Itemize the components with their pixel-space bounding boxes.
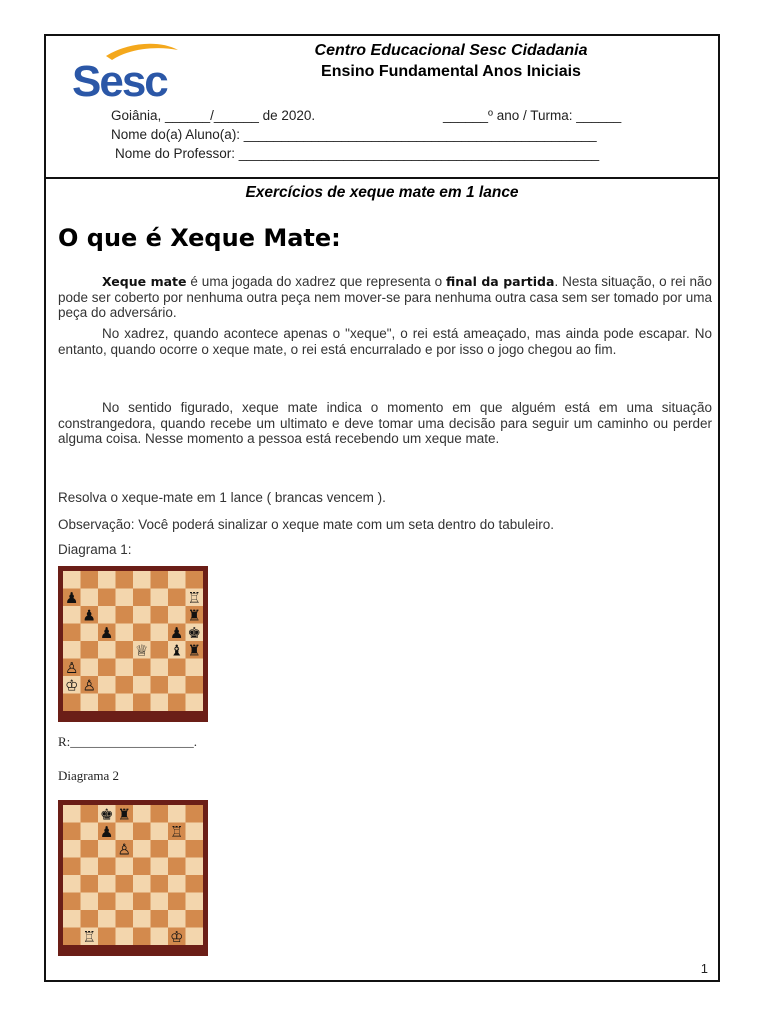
- diagram-1-piece[interactable]: ♝: [170, 641, 184, 660]
- diagram-2-square[interactable]: [98, 928, 116, 946]
- diagram-2-square[interactable]: [186, 910, 204, 928]
- diagram-2-piece[interactable]: ♟: [100, 822, 114, 841]
- diagram-2-square[interactable]: [133, 893, 151, 911]
- diagram-1-square[interactable]: [168, 589, 186, 607]
- diagram-1-square[interactable]: [186, 571, 204, 589]
- diagram-2-square[interactable]: [63, 910, 81, 928]
- diagram-1-square[interactable]: [98, 694, 116, 712]
- diagram-2-square[interactable]: [98, 840, 116, 858]
- diagram-1-square[interactable]: [133, 571, 151, 589]
- diagram-1-square[interactable]: [63, 624, 81, 642]
- diagram-2-square[interactable]: [186, 840, 204, 858]
- diagram-1-answer-field[interactable]: R:___________________.: [58, 734, 198, 749]
- diagram-2-square[interactable]: [133, 858, 151, 876]
- diagram-2-piece[interactable]: ♖: [170, 822, 184, 841]
- diagram-2-square[interactable]: [186, 875, 204, 893]
- diagram-1-piece[interactable]: ♟: [170, 623, 184, 642]
- section-heading: O que é Xeque Mate:: [58, 224, 341, 252]
- diagram-2-square[interactable]: [168, 893, 186, 911]
- diagram-1-piece[interactable]: ♙: [82, 676, 96, 695]
- diagram-2-square[interactable]: [151, 875, 169, 893]
- diagram-1-square[interactable]: [151, 694, 169, 712]
- diagram-2-square[interactable]: [63, 875, 81, 893]
- diagram-2-square[interactable]: [151, 928, 169, 946]
- school-name: Centro Educacional Sesc Cidadania: [314, 42, 588, 59]
- diagram-2-square[interactable]: [151, 910, 169, 928]
- diagram-1-piece[interactable]: ♜: [187, 606, 201, 625]
- diagram-2-square[interactable]: [186, 805, 204, 823]
- diagram-2-square[interactable]: [98, 875, 116, 893]
- diagram-2-square[interactable]: [98, 893, 116, 911]
- diagram-1-square[interactable]: [81, 659, 99, 677]
- diagram-2-square[interactable]: [116, 910, 134, 928]
- diagram-2-square[interactable]: [81, 893, 99, 911]
- diagram-2-square[interactable]: [81, 875, 99, 893]
- diagram-2-square[interactable]: [168, 858, 186, 876]
- diagram-2-square[interactable]: [116, 893, 134, 911]
- diagram-2-square[interactable]: [116, 858, 134, 876]
- diagram-1-square[interactable]: [151, 571, 169, 589]
- diagram-1-label: Diagrama 1:: [58, 542, 132, 557]
- solve-instruction: Resolva o xeque-mate em 1 lance ( brancas vencem ).: [58, 490, 386, 505]
- sesc-logo: [68, 40, 188, 102]
- diagram-1-square[interactable]: [151, 676, 169, 694]
- diagram-1-square[interactable]: [98, 641, 116, 659]
- diagram-1-square[interactable]: [151, 659, 169, 677]
- diagram-1-piece[interactable]: ♔: [65, 676, 79, 695]
- logo-text: Sesc: [72, 57, 167, 102]
- diagram-2-square[interactable]: [168, 910, 186, 928]
- diagram-2-square[interactable]: [63, 858, 81, 876]
- diagram-1-square[interactable]: [151, 589, 169, 607]
- diagram-2-square[interactable]: [63, 823, 81, 841]
- diagram-2-piece[interactable]: ♙: [117, 840, 131, 859]
- paragraph-1-text-a: é uma jogada do xadrez que representa o: [186, 274, 446, 289]
- diagram-1-square[interactable]: [63, 606, 81, 624]
- diagram-1-square[interactable]: [168, 676, 186, 694]
- diagram-2-square[interactable]: [186, 858, 204, 876]
- diagram-2-square[interactable]: [81, 840, 99, 858]
- diagram-1-square[interactable]: [116, 624, 134, 642]
- diagram-1-square[interactable]: [81, 641, 99, 659]
- diagram-2-square[interactable]: [63, 893, 81, 911]
- diagram-2-square[interactable]: [116, 928, 134, 946]
- teacher-name-field[interactable]: Nome do Professor: ________________________________________________: [115, 146, 600, 161]
- paragraph-1-bold-term: Xeque mate: [102, 274, 187, 289]
- diagram-1-square[interactable]: [186, 694, 204, 712]
- diagram-1-square[interactable]: [98, 589, 116, 607]
- paragraph-1-bold-final: final da partida: [445, 274, 555, 289]
- diagram-1-piece[interactable]: ♟: [65, 588, 79, 607]
- diagram-1-square[interactable]: [168, 571, 186, 589]
- diagram-1-square[interactable]: [151, 641, 169, 659]
- diagram-1-square[interactable]: [98, 606, 116, 624]
- diagram-1-square[interactable]: [133, 589, 151, 607]
- diagram-2-square[interactable]: [186, 823, 204, 841]
- diagram-2-square[interactable]: [116, 875, 134, 893]
- diagram-1-piece[interactable]: ♟: [82, 606, 96, 625]
- grade-field[interactable]: ______º ano / Turma: ______: [443, 108, 622, 123]
- diagram-1-square[interactable]: [63, 694, 81, 712]
- diagram-1-square[interactable]: [116, 641, 134, 659]
- diagram-2-piece[interactable]: ♜: [117, 805, 131, 824]
- diagram-2-square[interactable]: [151, 858, 169, 876]
- diagram-2-square[interactable]: [168, 805, 186, 823]
- diagram-1-square[interactable]: [63, 571, 81, 589]
- page-frame: [44, 34, 720, 982]
- diagram-1-piece[interactable]: ♕: [135, 641, 149, 660]
- diagram-1-piece[interactable]: ♟: [100, 623, 114, 642]
- diagram-2-square[interactable]: [133, 840, 151, 858]
- diagram-2-square[interactable]: [81, 805, 99, 823]
- diagram-1-square[interactable]: [168, 659, 186, 677]
- diagram-1-square[interactable]: [186, 676, 204, 694]
- diagram-2-square[interactable]: [186, 893, 204, 911]
- diagram-2-square[interactable]: [151, 823, 169, 841]
- diagram-1-square[interactable]: [133, 676, 151, 694]
- diagram-1-square[interactable]: [116, 694, 134, 712]
- date-field[interactable]: Goiânia, ______/______ de 2020.: [111, 108, 316, 123]
- diagram-1-square[interactable]: [151, 624, 169, 642]
- diagram-2-square[interactable]: [63, 928, 81, 946]
- diagram-1-square[interactable]: [81, 694, 99, 712]
- diagram-1-chessboard[interactable]: [58, 566, 208, 722]
- diagram-1-square[interactable]: [116, 606, 134, 624]
- student-name-field[interactable]: Nome do(a) Aluno(a): _______________________________________________: [111, 127, 597, 142]
- diagram-2-square[interactable]: [81, 858, 99, 876]
- diagram-1-square[interactable]: [133, 624, 151, 642]
- diagram-2-square[interactable]: [151, 840, 169, 858]
- diagram-1-square[interactable]: [168, 606, 186, 624]
- diagram-2-square[interactable]: [133, 805, 151, 823]
- diagram-1-square[interactable]: [116, 571, 134, 589]
- paragraph-2: [58, 326, 712, 357]
- diagram-2-square[interactable]: [116, 823, 134, 841]
- diagram-1-square[interactable]: [116, 659, 134, 677]
- diagram-2-square[interactable]: [81, 910, 99, 928]
- paragraph-1: [58, 274, 712, 321]
- diagram-2-chessboard[interactable]: [58, 800, 208, 956]
- diagram-1-square[interactable]: [116, 676, 134, 694]
- observation-note: Observação: Você poderá sinalizar o xeque mate com um seta dentro do tabuleiro.: [58, 517, 555, 532]
- diagram-1-square[interactable]: [81, 624, 99, 642]
- diagram-1-square[interactable]: [81, 589, 99, 607]
- diagram-2-square[interactable]: [81, 823, 99, 841]
- diagram-2-square[interactable]: [98, 858, 116, 876]
- diagram-2-square[interactable]: [133, 875, 151, 893]
- diagram-2-square[interactable]: [168, 840, 186, 858]
- diagram-1-piece[interactable]: ♚: [187, 623, 201, 642]
- diagram-2-square[interactable]: [98, 910, 116, 928]
- page-number: 1: [700, 961, 708, 976]
- diagram-1-square[interactable]: [98, 659, 116, 677]
- diagram-2-square[interactable]: [151, 805, 169, 823]
- diagram-2-square[interactable]: [63, 840, 81, 858]
- diagram-1-square[interactable]: [98, 676, 116, 694]
- diagram-1-square[interactable]: [133, 694, 151, 712]
- diagram-1-piece[interactable]: ♜: [187, 641, 201, 660]
- paragraph-1-text-b: . Nesta situação, o rei não pode ser coberto por nenhuma outra peça nem mover-se para nenhuma outra casa sem ser tomado por uma peça do adversário.: [58, 274, 712, 321]
- diagram-1-square[interactable]: [168, 694, 186, 712]
- diagram-1-square[interactable]: [63, 641, 81, 659]
- diagram-2-square[interactable]: [63, 805, 81, 823]
- paragraph-2-text: No xadrez, quando acontece apenas o "xeque", o rei está ameaçado, mas ainda pode escapar. No entanto, quando ocorre o xeque mate, o rei está encurralado e por isso o jogo chegou ao fim.: [58, 326, 712, 357]
- diagram-2-square[interactable]: [133, 910, 151, 928]
- diagram-2-square[interactable]: [133, 823, 151, 841]
- diagram-2-piece[interactable]: ♖: [82, 927, 96, 946]
- diagram-1-square[interactable]: [81, 571, 99, 589]
- diagram-1-piece[interactable]: ♖: [187, 588, 201, 607]
- diagram-1-square[interactable]: [186, 659, 204, 677]
- paragraph-3-text: No sentido figurado, xeque mate indica o momento em que alguém está em uma situação constrangedora, quando recebe um ultimato e deve tomar uma decisão para seguir um caminho ou perder alguma coisa. Nesse momento a pessoa está recebendo um xeque mate.: [58, 400, 712, 447]
- diagram-1-square[interactable]: [98, 571, 116, 589]
- diagram-2-square[interactable]: [168, 875, 186, 893]
- diagram-2-square[interactable]: [186, 928, 204, 946]
- paragraph-3: [58, 400, 712, 447]
- diagram-2-piece[interactable]: ♔: [170, 927, 184, 946]
- diagram-2-label: Diagrama 2: [58, 768, 120, 783]
- exercise-title: Exercícios de xeque mate em 1 lance: [245, 184, 519, 201]
- diagram-1-square[interactable]: [133, 659, 151, 677]
- diagram-2-piece[interactable]: ♚: [100, 805, 114, 824]
- diagram-1-square[interactable]: [133, 606, 151, 624]
- header: [46, 36, 718, 179]
- diagram-1-square[interactable]: [151, 606, 169, 624]
- school-subtitle: Ensino Fundamental Anos Iniciais: [321, 63, 581, 80]
- diagram-1-square[interactable]: [116, 589, 134, 607]
- diagram-2-square[interactable]: [151, 893, 169, 911]
- diagram-1-piece[interactable]: ♙: [65, 658, 79, 677]
- diagram-2-square[interactable]: [133, 928, 151, 946]
